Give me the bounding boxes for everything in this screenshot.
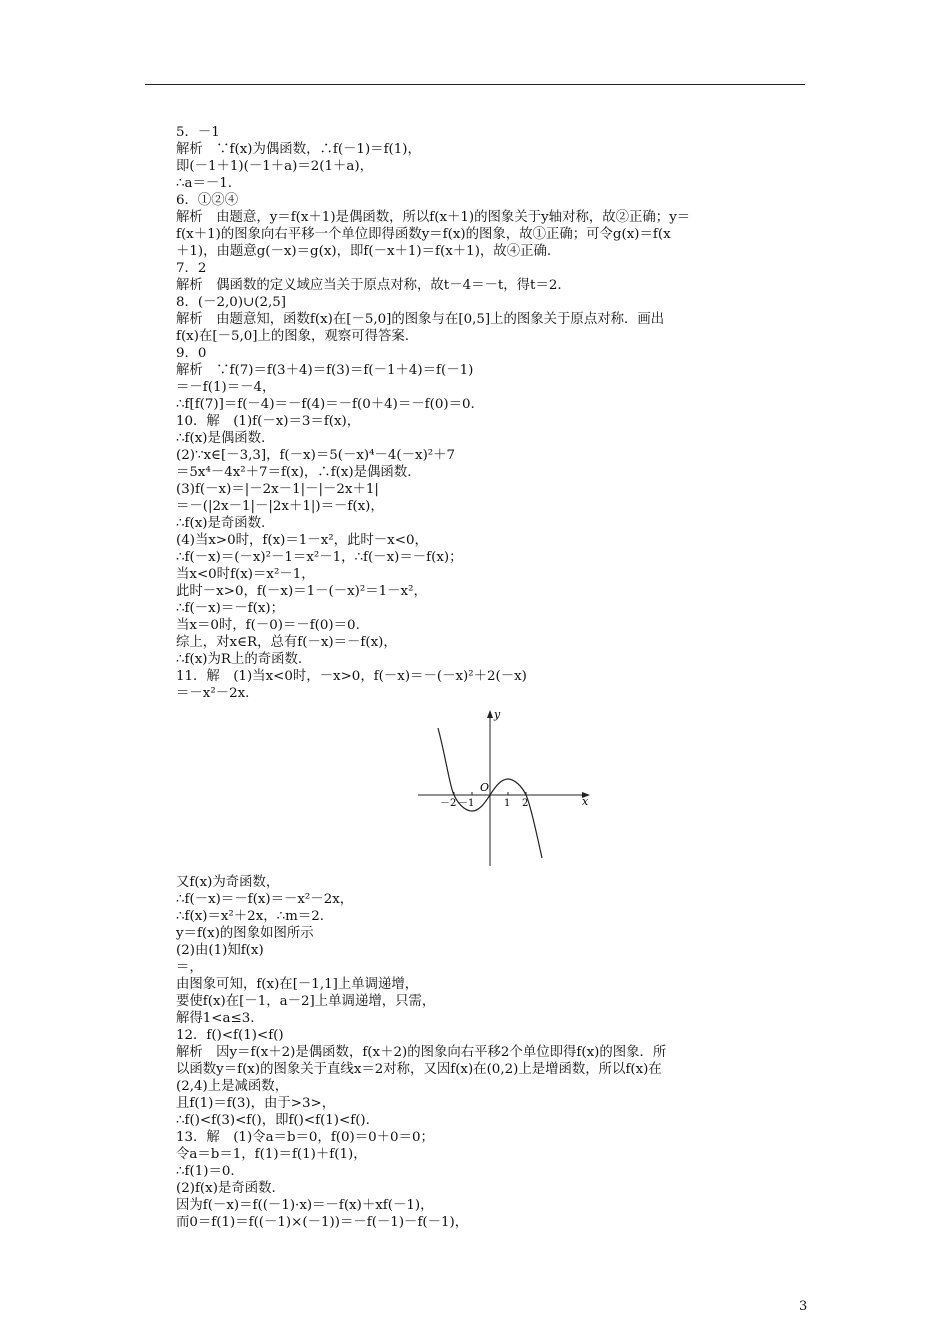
text-line: 即(－1＋1)(－1＋a)＝2(1＋a)， [176,159,374,174]
y-axis-arrow [487,710,493,718]
text-line: (2)∵x∈[－3,3]，f(－x)＝5(－x)⁴－4(－x)²＋7 [176,448,456,463]
page-number: 3 [799,1299,808,1314]
text-line: 解析 由题意知，函数f(x)在[－5,0]的图象与在[0,5]上的图象关于原点对称．画出 [176,312,665,327]
text-block-before-graph [176,124,810,702]
text-line: 13．解 (1)令a＝b＝0，f(0)＝0＋0＝0； [176,1130,434,1145]
text-line: (2)由(1)知f(x) [176,943,264,958]
text-line: 要使f(x)在[－1，a－2]上单调递增，只需， [176,994,436,1009]
text-line: ＋1)，由题意g(－x)＝g(x)，即f(－x＋1)＝f(x＋1)，故④正确. [176,244,552,259]
text-line: 8．(－2,0)∪(2,5] [176,295,287,310]
text-line: 5．－1 [176,125,220,140]
tick-label: 2 [522,798,529,809]
text-line: 11．解 (1)当x<0时，－x>0，f(－x)＝－(－x)²＋2(－x) [176,669,527,684]
origin-label: O [480,781,490,794]
text-line: (2,4)上是减函数， [176,1079,289,1094]
text-line: y＝f(x)的图象如图所示 [176,926,314,941]
text-line: ＝－x²－2x. [176,686,250,701]
text-line: ∴f[f(7)]＝f(－4)＝－f(4)＝－f(0＋4)＝－f(0)＝0. [176,397,475,412]
text-line: ∴f(－x)＝－f(x)＝－x²－2x， [176,892,354,907]
text-line: ∴f()<f(3)<f()，即f()<f(1)<f(). [176,1113,370,1128]
text-line: 解析 ∵f(7)＝f(3＋4)＝f(3)＝f(－1＋4)＝f(－1) [176,363,474,378]
text-line: 且f(1)＝f(3)，由于>3>， [176,1096,336,1111]
text-line: 因为f(－x)＝f((－1)·x)＝－f(x)＋xf(－1)， [176,1198,434,1213]
text-line: 令a＝b＝1，f(1)＝f(1)＋f(1)， [176,1147,367,1162]
text-line: 当x＝0时，f(－0)＝－f(0)＝0. [176,618,360,633]
text-line: 由图象可知，f(x)在[－1,1]上单调递增， [176,977,419,992]
text-line: ∴f(－x)＝－f(x)； [176,601,284,616]
text-line: ＝－f(1)＝－4， [176,380,276,395]
x-axis-label: x [582,795,589,808]
text-line: ∴f(x)是偶函数. [176,431,266,446]
text-line: f(x＋1)的图象向右平移一个单位即得函数y＝f(x)的图象，故①正确；可令g(x)＝f(x [176,227,671,242]
text-line: 解析 由题意，y＝f(x＋1)是偶函数，所以f(x＋1)的图象关于y轴对称，故②正确；y＝ [176,210,691,225]
text-line: 综上，对x∈R，总有f(－x)＝－f(x)， [176,635,397,650]
text-line: ∴f(x)是奇函数. [176,516,266,531]
text-block-after-graph [176,874,810,1231]
text-line: ＝5x⁴－4x²＋7＝f(x)，∴f(x)是偶函数. [176,465,412,480]
text-line: ＝， [176,960,203,975]
text-line: 解析 因y＝f(x＋2)是偶函数，f(x＋2)的图象向右平移2个单位即得f(x)的图象．所 [176,1045,667,1060]
header-rule [145,84,805,85]
text-line: 7．2 [176,261,207,276]
text-line: 当x<0时f(x)＝x²－1， [176,567,315,582]
text-line: 9．0 [176,346,207,361]
tick-label: 1 [504,798,511,809]
text-line: ∴a＝－1. [176,176,233,191]
text-line: (3)f(－x)＝|－2x－1|－|－2x＋1| [176,482,379,497]
text-line: ∴f(x)＝x²＋2x，∴m＝2. [176,909,325,924]
text-line: 又f(x)为奇函数， [176,875,280,890]
document-body [176,124,810,1231]
text-line: 解得1<a≤3. [176,1011,255,1026]
y-axis-label: y [494,708,501,721]
tick-label: －2 [440,798,457,809]
text-line: f(x)在[－5,0]上的图象，观察可得答案. [176,329,410,344]
text-line: 而0＝f(1)＝f((－1)×(－1))＝－f(－1)－f(－1)， [176,1215,469,1230]
text-line: ∴f(1)＝0. [176,1164,235,1179]
text-line: ＝－(|2x－1|－|2x＋1|)＝－f(x)， [176,499,384,514]
text-line: ∴f(－x)＝(－x)²－1＝x²－1，∴f(－x)＝－f(x)； [176,550,463,565]
text-line: 解析 偶函数的定义域应当关于原点对称，故t－4＝－t，得t＝2. [176,278,562,293]
function-graph [418,708,598,868]
text-line: 12．f()<f(1)<f() [176,1028,284,1043]
text-line: 6．①②④ [176,193,239,208]
text-line: 以函数y＝f(x)的图象关于直线x＝2对称，又因f(x)在(0,2)上是增函数，所以f(x)在 [176,1062,662,1077]
text-line: 解析 ∵f(x)为偶函数，∴f(－1)＝f(1)， [176,142,421,157]
tick-label: －1 [458,798,475,809]
text-line: (4)当x>0时，f(x)＝1－x²，此时－x<0， [176,533,428,548]
text-line: ∴f(x)为R上的奇函数. [176,652,303,667]
text-line: 此时－x>0，f(－x)＝1－(－x)²＝1－x²， [176,584,427,599]
text-line: (2)f(x)是奇函数. [176,1181,276,1196]
text-line: 10．解 (1)f(－x)＝3＝f(x)， [176,414,361,429]
